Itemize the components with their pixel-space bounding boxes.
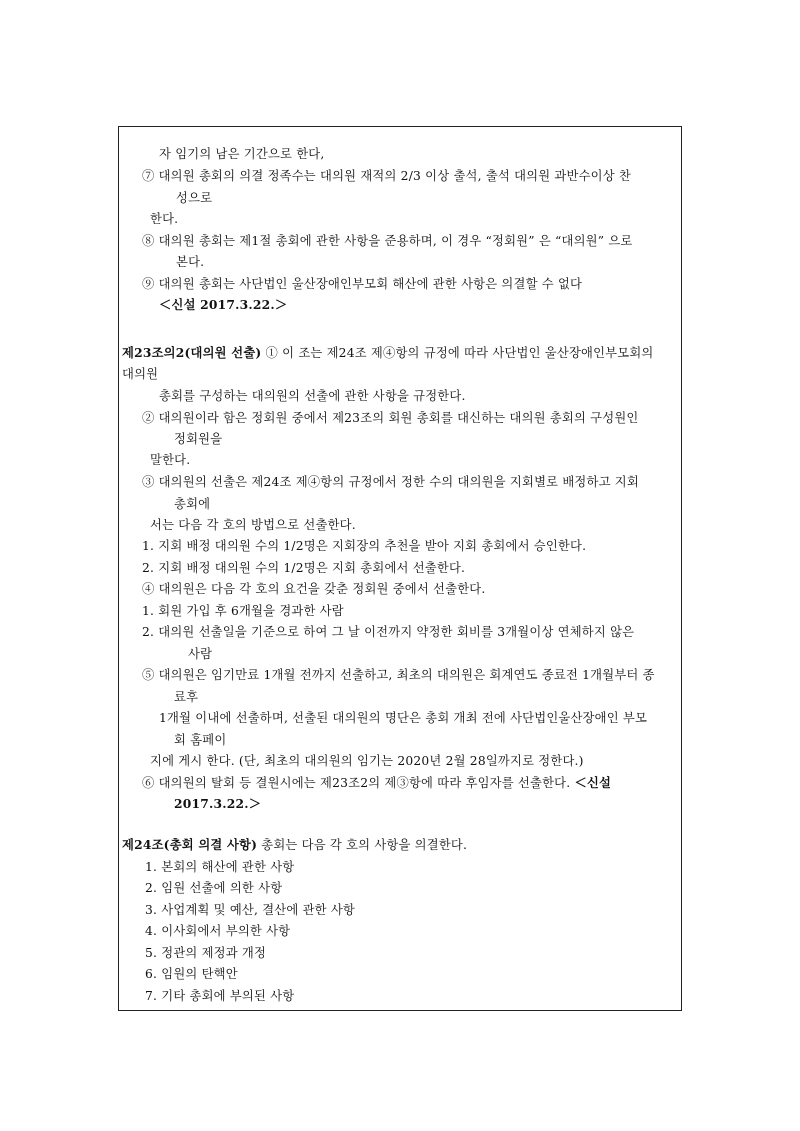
clause-9: ⑨ 대의원 총회는 사단법인 울산장애인부모회 해산에 관한 사항은 의결할 수 없다 (142, 277, 583, 291)
text-line: 한다. (150, 212, 179, 226)
text-line: 회 홈페이 (174, 733, 227, 747)
list-item: 1. 본회의 해산에 관한 사항 (145, 860, 295, 874)
amendment-note: ＜신설 (574, 775, 612, 790)
list-item: 7. 기타 총회에 부의된 사항 (145, 989, 295, 1003)
text-line: ① 이 조는 제24조 제④항의 규정에 따라 사단법인 울산장애인부모회의 (265, 346, 654, 360)
text-line: 지에 게시 한다. (단, 최초의 대의원의 임기는 2020년 2월 28일까지로 정한다.) (150, 754, 584, 768)
clause-2: ② 대의원이라 함은 정회원 중에서 제23조의 회원 총회를 대신하는 대의원 총회의 구성원인 (142, 411, 639, 425)
text-line: 사람 (188, 647, 213, 661)
text-line: 본다. (176, 255, 205, 269)
article-23-2-first-line (122, 345, 654, 361)
text-line: 성으로 (176, 191, 213, 205)
text-line: 정회원을 (174, 432, 223, 446)
clause-3: ③ 대의원의 선출은 제24조 제④항의 규정에서 정한 수의 대의원을 지회별로 배정하고 지회 (142, 475, 639, 489)
list-item: 1. 지회 배정 대의원 수의 1/2명은 지회장의 추천을 받아 지회 총회에서 승인한다. (142, 539, 587, 553)
list-item: 2. 임원 선출에 의한 사항 (145, 881, 283, 895)
clause-8: ⑧ 대의원 총회는 제1절 총회에 관한 사항을 준용하며, 이 경우 “정회원” 은 “대의원” 으로 (142, 234, 633, 248)
text-line: ⑥ 대의원의 탈회 등 결원시에는 제23조2의 제③항에 따라 후임자를 선출한다. (142, 776, 571, 790)
text-line: 1개월 이내에 선출하며, 선출된 대의원의 명단은 총회 개최 전에 사단법인울산장애인 부모 (159, 711, 648, 725)
text-line: 말한다. (150, 453, 191, 467)
clause-4: ④ 대의원은 다음 각 호의 요건을 갖춘 정회원 중에서 선출한다. (142, 582, 486, 596)
text-line: 총회를 구성하는 대의원의 선출에 관한 사항을 규정한다. (159, 389, 466, 403)
article-heading: 제24조(총회 의결 사항) (122, 837, 258, 852)
list-item: 2. 지회 배정 대의원 수의 1/2명은 지회 총회에서 선출한다. (142, 561, 466, 575)
article-24-first-line (122, 837, 467, 853)
text-line: 서는 다음 각 호의 방법으로 선출한다. (150, 518, 356, 532)
list-item: 2. 대의원 선출일을 기준으로 하여 그 날 이전까지 약정한 회비를 3개월이상 연체하지 않은 (142, 625, 635, 639)
clause-6 (142, 775, 611, 791)
list-item: 6. 임원의 탄핵안 (145, 967, 238, 981)
article-heading: 제23조의2(대의원 선출) (122, 345, 262, 360)
text-line: 대의원 (122, 367, 159, 381)
amendment-note: ＜신설 2017.3.22.＞ (159, 297, 288, 312)
text-line: 총회는 다음 각 호의 사항을 의결한다. (261, 838, 468, 852)
list-item: 1. 회원 가입 후 6개월을 경과한 사람 (142, 604, 344, 618)
list-item: 3. 사업계획 및 예산, 결산에 관한 사항 (145, 903, 355, 917)
clause-7: ⑦ 대의원 총회의 의결 정족수는 대의원 재적의 2/3 이상 출석, 출석 대의원 과반수이상 찬 (142, 169, 632, 183)
list-item: 5. 정관의 제정과 개정 (145, 946, 267, 960)
text-line: 자 임기의 남은 기간으로 한다, (159, 147, 325, 161)
text-line: 료후 (174, 690, 199, 704)
text-line: 총회에 (174, 497, 211, 511)
amendment-note: 2017.3.22.＞ (174, 796, 262, 811)
clause-5: ⑤ 대의원은 임기만료 1개월 전까지 선출하고, 최초의 대의원은 회계연도 종료전 1개월부터 종 (142, 668, 655, 682)
list-item: 4. 이사회에서 부의한 사항 (145, 924, 291, 938)
